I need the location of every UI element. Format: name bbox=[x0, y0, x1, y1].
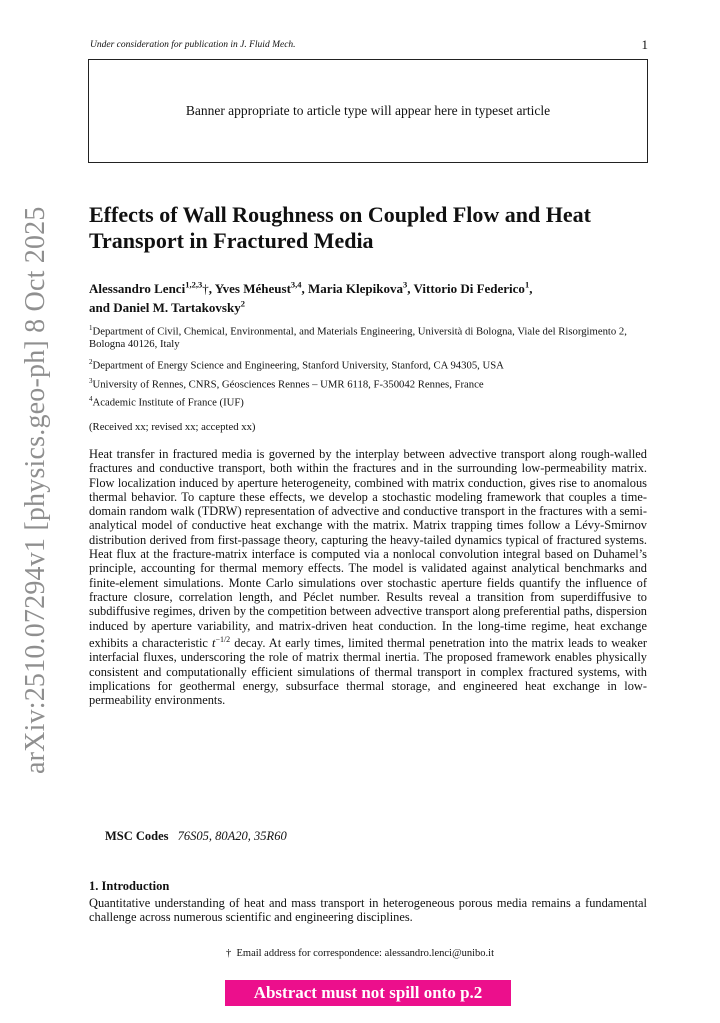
paper-title: Effects of Wall Roughness on Coupled Flow and Heat Transport in Fractured Media bbox=[89, 202, 591, 253]
correspondence-footnote: † Email address for correspondence: alessandro.lenci@unibo.it bbox=[225, 948, 494, 959]
author-list bbox=[89, 278, 649, 315]
author: Maria Klepikova$^3$, bbox=[308, 280, 414, 297]
abstract: Heat transfer in fractured media is governed by the interplay between advective transport along rough-walled fractures and conductive transport, both within the fractures and in the surrounding low-permeability matrix. Flow localization induced by aperture heterogeneity, combined with matrix conduction, gives rise to anomalous thermal behavior. To capture these effects, we develop a stochastic modeling framework that couples a time-domain random walk (TDRW) representation of advective and conductive transport in the fractures with a semi-analytical model of conductive heat exchange with the matrix. Matrix trapping times follow a Lévy-Smirnov distribution derived from first-passage theory, capturing the heavy-tailed dynamics typical of fractured systems. Heat flux at the fracture-matrix interface is computed via a nonlocal convolution integral based on Duhamel’s principle, accounting for thermal memory effects. The model is validated against analytical benchmarks and finite-element simulations. Monte Carlo simulations over stochastic aperture fields quantify the influence of fracture closure, correlation length, and Péclet number. Results reveal a transition from superdiffusive to subdiffusive regimes, driven by the competition between advective transport along preferential paths, dispersion induced by aperture variability, and matrix-driven heat conduction. In the long-time regime, heat exchange exhibits a characteristic $t^{-1/2}$ decay. At early times, limited thermal penetration into the matrix leads to weaker interfacial fluxes, underscoring the role of matrix thermal inertia. The proposed framework enables physically consistent and computationally efficient simulations of thermal transport in complex fractured systems, with implications for geothermal energy, subsurface thermal storage, and engineered heat exchange in low-permeability environments. bbox=[89, 447, 647, 708]
affiliation: $^4$Academic Institute of France (IUF) bbox=[89, 395, 244, 409]
article-banner bbox=[88, 59, 648, 163]
overflow-warning-badge bbox=[225, 980, 511, 1006]
affiliation: $^2$Department of Energy Science and Engineering, Stanford University, Stanford, CA 94305, USA bbox=[89, 358, 504, 372]
msc-label: MSC Codes bbox=[105, 829, 169, 843]
affiliation: $^1$Department of Civil, Chemical, Environmental, and Materials Engineering, Università di Bologna, Viale del Risorgimento 2, Bologna 40126, Italy bbox=[89, 324, 627, 350]
page-number: 1 bbox=[641, 37, 648, 52]
affiliation: $^3$University of Rennes, CNRS, Géosciences Rennes – UMR 6118, F-350042 Rennes, France bbox=[89, 377, 484, 391]
author: Yves Méheust$^{3,4}$, bbox=[214, 280, 309, 297]
msc-values: 76S05, 80A20, 35R60 bbox=[177, 829, 287, 843]
author: Vittorio Di Federico$^1$, bbox=[413, 280, 533, 297]
arxiv-stamp: arXiv:2510.07294v1 [physics.geo-ph] 8 Oct 2025 bbox=[20, 206, 51, 774]
author: Alessandro Lenci$^{1,2,3}$†, bbox=[89, 280, 215, 297]
section-heading-introduction: 1. Introduction bbox=[89, 879, 170, 893]
introduction-text: Quantitative understanding of heat and mass transport in heterogeneous porous media remains a fundamental challenge across numerous scientific and engineering disciplines. bbox=[89, 896, 647, 925]
received-dates: (Received xx; revised xx; accepted xx) bbox=[89, 421, 256, 433]
author: and Daniel M. Tartakovsky$^2$ bbox=[89, 298, 245, 315]
dagger-mark: † bbox=[225, 948, 232, 959]
warning-text: Abstract must not spill onto p.2 bbox=[253, 983, 483, 1002]
banner-text: Banner appropriate to article type will appear here in typeset article bbox=[185, 103, 551, 118]
msc-codes bbox=[105, 829, 287, 844]
running-head: Under consideration for publication in J. Fluid Mech. bbox=[90, 40, 296, 50]
